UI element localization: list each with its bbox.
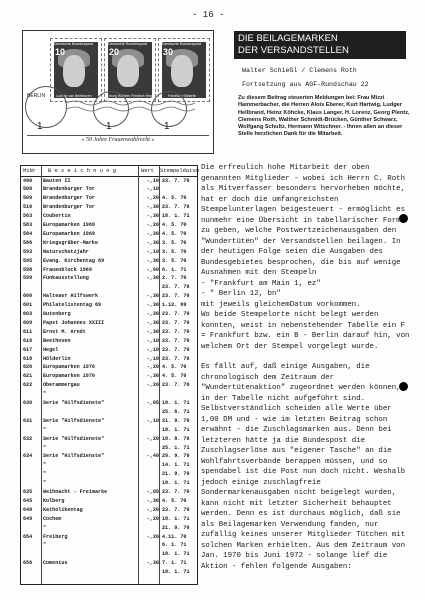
stamp-value: 10 bbox=[55, 47, 66, 57]
cell-value: -,10 bbox=[146, 346, 159, 353]
cell-date: 23. 7. 70 bbox=[162, 293, 190, 300]
cell-name: Brandenburger Tor bbox=[43, 204, 95, 211]
cell-nr: 490 bbox=[23, 177, 33, 184]
cell-nr: 654 bbox=[23, 533, 33, 540]
header-value: Wert bbox=[141, 168, 154, 174]
cell-name: Comenius bbox=[43, 560, 68, 567]
table-row bbox=[21, 507, 197, 514]
article-continuation: Fortsetzung aus AGF-Rundschau 22 bbox=[242, 81, 369, 88]
title-line-1: DIE BEILAGEMARKEN bbox=[238, 33, 338, 44]
table-row bbox=[21, 373, 197, 380]
cell-date: 25. 1. 71 bbox=[162, 444, 190, 451]
cell-date: 3. 5. 70 bbox=[162, 239, 187, 246]
cell-value: -,20 bbox=[146, 515, 159, 522]
postmark-text: BERLIN bbox=[27, 93, 46, 99]
table-row bbox=[21, 551, 197, 558]
cell-name: Serie "Hilfsdienste" bbox=[43, 453, 105, 460]
cell-nr: 593 bbox=[23, 248, 33, 255]
cell-value: -,30 bbox=[146, 213, 159, 220]
cell-nr: 630 bbox=[23, 400, 33, 406]
stamp-table bbox=[20, 165, 198, 585]
paragraph-text: Die erfreulich hohe Mitarbeit der oben genannten Mitglieder - wobei ich Herrn C. Roth als Mitverfasser besonders hervorheben möchte, hat er doch die umfangreichsten Stempelunterlagen beigesteuert - ermöglicht es nunmehr eine Übersicht in tabellarischer Form zu geben, welche Postwertzeichenausgaben den "Wundertüten" der Versandstellen beilagen. In der heutigen Folge seien die Ausgaben des Bundesgebietes besprochen, die bis auf wenige Ausnahmen mit den Stempeln - "Frankfurt am Main 1, ez" - " Berlin 12, bn" mit jeweils gleichemDatum vorkommen. Wo beide Stempelorte nicht belegt werden konnten, weist in nebenstehender Tabelle ein F = Frankfurt bzw. ein B - Berlin darauf hin, von welchem Ort der Stempel vorgelegt wurde. bbox=[201, 164, 410, 351]
cell-value: -,30 bbox=[146, 497, 159, 504]
cell-name: " bbox=[43, 391, 47, 398]
cell-date: 23. 7. 70 bbox=[162, 328, 190, 335]
table-row bbox=[21, 222, 197, 229]
cell-name: " bbox=[43, 426, 47, 433]
cell-name: Serie "Hilfsdienste" bbox=[43, 435, 105, 442]
cell-date: 18. 1. 71 bbox=[162, 400, 190, 406]
cell-name: Coubertin bbox=[43, 213, 71, 220]
cell-value: -,30 bbox=[146, 328, 159, 335]
cell-date: 23. 7. 70 bbox=[162, 337, 190, 344]
cell-name: Halteaer Hilfswerk bbox=[43, 293, 99, 300]
cell-date: 23. 7. 70 bbox=[162, 204, 190, 211]
cell-name: Gutenberg bbox=[43, 311, 71, 317]
table-row bbox=[21, 204, 197, 211]
table-row bbox=[21, 364, 197, 371]
cell-nr: 509 bbox=[23, 195, 33, 202]
stamp-country: Deutsche Bundespost bbox=[162, 41, 202, 46]
table-row bbox=[21, 453, 197, 460]
cell-name: Katholikentag bbox=[43, 506, 83, 513]
header-date: Stempeldatum bbox=[160, 168, 199, 174]
cell-nr: 584 bbox=[23, 230, 33, 237]
cell-date: 21. 9. 70 bbox=[162, 524, 190, 531]
cell-value: -,20 bbox=[146, 435, 159, 442]
table-row bbox=[21, 258, 197, 265]
table-row bbox=[21, 231, 197, 238]
cell-name: Europamarken 1970 bbox=[43, 373, 95, 380]
cell-name: Serie "Hilfsdienste" bbox=[43, 417, 105, 424]
cell-nr: 601 bbox=[23, 302, 33, 309]
cell-name: Freiberg bbox=[43, 533, 68, 540]
cell-value: -,30 bbox=[146, 230, 159, 237]
cell-date: 18. 1. 71 bbox=[162, 213, 190, 220]
cell-name: " bbox=[43, 480, 47, 487]
cell-date: 23. 7. 70 bbox=[162, 355, 190, 362]
cell-date: 23. 7. 70 bbox=[162, 346, 190, 353]
cell-date: 4. 5. 70 bbox=[162, 373, 187, 380]
stamp-caption: Friedrich Hölderlin bbox=[167, 94, 197, 98]
cell-name: " bbox=[43, 542, 47, 549]
table-row bbox=[21, 391, 197, 398]
cell-date: 4.11. 70 bbox=[162, 533, 187, 540]
cell-name: Beethoven bbox=[43, 337, 71, 344]
cell-name: Frauenblock 1969 bbox=[43, 266, 92, 273]
article-title bbox=[234, 31, 406, 59]
table-row bbox=[21, 356, 197, 363]
postmark-number: 1 bbox=[164, 121, 170, 132]
table-row bbox=[21, 418, 197, 425]
cell-value: -,30 bbox=[146, 311, 159, 317]
table-row bbox=[21, 275, 197, 282]
table-row bbox=[21, 311, 197, 318]
cell-value: -,20 bbox=[146, 382, 159, 389]
cell-date: 18. 1. 71 bbox=[162, 480, 190, 487]
table-row bbox=[21, 186, 197, 193]
cell-date: 18. 1. 71 bbox=[162, 551, 190, 558]
cell-nr: 600 bbox=[23, 293, 33, 300]
cell-date: 3. 5. 70 bbox=[162, 248, 187, 255]
cell-value: -,20 bbox=[146, 195, 159, 202]
cell-nr: 586 bbox=[23, 239, 33, 246]
table-row bbox=[21, 195, 197, 202]
cell-date: 23. 7. 70 bbox=[162, 319, 190, 326]
cell-date: 23. 7. 70 bbox=[162, 489, 190, 495]
table-row bbox=[21, 178, 197, 185]
article-authors: Walter Schießl / Clemens Roth bbox=[242, 67, 357, 74]
stamp-sheet bbox=[22, 30, 214, 154]
cell-name: Serie "Hilfsdienste" bbox=[43, 400, 105, 406]
cell-nr: 618 bbox=[23, 355, 33, 362]
cell-nr: 645 bbox=[23, 497, 33, 504]
cell-date: 23. 7. 70 bbox=[162, 382, 190, 389]
cell-date: 7. 1. 71 bbox=[162, 560, 187, 567]
header-name: B e z e i c h n u n g bbox=[48, 168, 116, 174]
cell-value: -,30 bbox=[146, 257, 159, 264]
stamp-value: 20 bbox=[109, 47, 120, 57]
title-line-2: DER VERSANDSTELLEN bbox=[238, 45, 349, 56]
cell-nr: 508 bbox=[23, 186, 33, 193]
cell-name: " bbox=[43, 462, 47, 469]
cell-value: -,40 bbox=[146, 453, 159, 460]
cell-value: -,30 bbox=[146, 204, 159, 211]
cell-nr: 656 bbox=[23, 560, 33, 567]
cell-name: Oberammergau bbox=[43, 382, 80, 389]
body-paragraph-2 bbox=[201, 362, 413, 572]
table-row bbox=[21, 284, 197, 291]
stamp-country: Deutsche Bundespost bbox=[54, 41, 94, 46]
table-row bbox=[21, 480, 197, 487]
table-row bbox=[21, 249, 197, 256]
table-row bbox=[21, 400, 197, 407]
body-paragraph-1 bbox=[201, 163, 413, 352]
table-row bbox=[21, 320, 197, 327]
cell-date: 23. 7. 70 bbox=[162, 177, 190, 184]
cell-name: Evang. Kirchentag 69 bbox=[43, 257, 105, 264]
cell-date: 18. 1. 71 bbox=[162, 569, 190, 576]
cell-nr: 635 bbox=[23, 489, 33, 495]
cell-name: Philatelistentag 69 bbox=[43, 302, 102, 309]
table-row bbox=[21, 347, 197, 354]
table-row bbox=[21, 382, 197, 389]
article-intro: Zu diesem Beitrag steuerten Meldungen bei: Frau Mizzi Hammerbacher, die Herren Alois Eberer, Kurt Hartwig, Ludger Hellbrand, Heinz Köhcke, Klaus Langer, H. Lorenz, Georg Plentz, Clemens Roth, Walther Schmidt-Brücken, Günther Schwarz, Wolfgang Schultz, Hermann Witschner. - Ihnen allen an dieser Stelle herzlichen Dank für die Mitarbeit. bbox=[238, 95, 410, 138]
cell-nr: 603 bbox=[23, 311, 33, 317]
cell-date: 6. 1. 71 bbox=[162, 266, 187, 273]
cell-name: Europamarken 1969 bbox=[43, 222, 95, 228]
cell-nr: 595 bbox=[23, 257, 33, 264]
table-row bbox=[21, 302, 197, 309]
cell-nr: 622 bbox=[23, 382, 33, 389]
cell-nr: 621 bbox=[23, 373, 33, 380]
cell-date: 4. 5. 70 bbox=[162, 497, 187, 504]
header-nr: MiNr bbox=[23, 168, 36, 174]
paragraph-text: Es fällt auf, daß einige Ausgaben, die chronologisch dem Zeitraum der "Wundertütenaktion" zugeordnet werden können, in der Tabelle nicht aufgeführt sind. Selbstverständlich scheiden alle Werte über 1,00 DM und - wie im letzten Beitrag schon erwähnt - die Zuschlagsmarken aus. Denn bei letzteren hätte ja die Bundespost die Zuschlagserlöse aus "eigener Tasche" an die Wohlfahrtsverbände berappen müssen, und so spendabel ist die Post nun doch nicht. Weshalb jedoch einige zuschlagfreie Sondermarkenausgaben nicht beigelegt wurden, kann nicht mit letzter Sicherheit behauptet werden. Denn es ist durchaus möglich, daß sie als Beilagemarken Verwendung fanden, nur zufällig keines unserer Mitglieder Tütchen mit solchen Marken erhielten. Aus dem Zeitraum von Jan. 1970 bis Juni 1972 - solange lief die Aktion - fehlen folgende Ausgaben: bbox=[201, 363, 410, 571]
cell-name: Funkausstellung bbox=[43, 275, 89, 282]
cell-name: Naturschutzjahr bbox=[43, 248, 89, 255]
cell-date: 4. 5. 70 bbox=[162, 230, 187, 237]
postmark-number: 1 bbox=[106, 121, 112, 132]
cell-name: Europamarken 1970 bbox=[43, 364, 95, 371]
cell-date: 29. 9. 70 bbox=[162, 453, 190, 460]
cell-value: -,10 bbox=[146, 355, 159, 362]
table-header bbox=[21, 166, 197, 177]
table-row bbox=[21, 445, 197, 452]
table-row bbox=[21, 267, 197, 274]
cell-nr: 510 bbox=[23, 204, 33, 211]
table-row bbox=[21, 213, 197, 220]
cell-date: 23. 7. 70 bbox=[162, 311, 190, 317]
cell-name: Hölderlin bbox=[43, 355, 71, 362]
cell-nr: 631 bbox=[23, 417, 33, 424]
cell-value: -,10 bbox=[146, 248, 159, 255]
cell-date: 21. 9. 70 bbox=[162, 417, 190, 424]
cell-value: -,30 bbox=[146, 560, 159, 567]
cell-value: -,30 bbox=[146, 319, 159, 326]
table-row bbox=[21, 462, 197, 469]
table-row bbox=[21, 542, 197, 549]
cell-date: 4. 5. 70 bbox=[162, 195, 187, 202]
cell-name: " bbox=[43, 524, 47, 531]
table-row bbox=[21, 516, 197, 523]
cell-value: -,30 bbox=[146, 302, 159, 309]
cell-value: -,20 bbox=[146, 506, 159, 513]
cell-value: -,20 bbox=[146, 533, 159, 540]
cell-value: -,05 bbox=[146, 400, 159, 406]
cell-date: 2. 7. 70 bbox=[162, 275, 187, 282]
cell-value: -,60 bbox=[146, 266, 159, 273]
table-row bbox=[21, 436, 197, 443]
cell-name: Bauten II bbox=[43, 177, 71, 184]
cell-date: 21. 9. 70 bbox=[162, 471, 190, 478]
table-row bbox=[21, 338, 197, 345]
cell-value: -,30 bbox=[146, 373, 159, 380]
cell-date: 18. 1. 71 bbox=[162, 515, 190, 522]
cell-date: 18. 8. 70 bbox=[162, 435, 190, 442]
table-row bbox=[21, 534, 197, 541]
page-number: - 16 - bbox=[192, 10, 225, 20]
cell-date: 25. 6. 71 bbox=[162, 408, 190, 415]
cell-date: 4. 5. 70 bbox=[162, 364, 187, 371]
cell-nr: 617 bbox=[23, 346, 33, 353]
cell-name: Brandenburger Tor bbox=[43, 195, 95, 202]
stamp-country: Deutsche Bundespost bbox=[108, 41, 148, 46]
sheet-divider bbox=[27, 135, 209, 136]
cell-value: -,20 bbox=[146, 364, 159, 371]
cell-date: 4. 5. 70 bbox=[162, 222, 187, 228]
cell-value: -,10 bbox=[146, 417, 159, 424]
postmark-number: 1 bbox=[37, 121, 43, 132]
cell-nr: 620 bbox=[23, 364, 33, 371]
cell-nr: 616 bbox=[23, 337, 33, 344]
cell-value: -,20 bbox=[146, 222, 159, 228]
cell-name: Hegel bbox=[43, 346, 59, 353]
cell-nr: 648 bbox=[23, 506, 33, 513]
cell-date: 1.12. 69 bbox=[162, 302, 187, 309]
cell-date: 23. 7. 70 bbox=[162, 284, 190, 291]
cell-name: Ernst M. Arndt bbox=[43, 328, 86, 335]
table-row bbox=[21, 525, 197, 532]
cell-date: 14. 1. 71 bbox=[162, 462, 190, 469]
cell-name: Cochem bbox=[43, 515, 62, 522]
table-row bbox=[21, 240, 197, 247]
cell-date: 23. 7. 70 bbox=[162, 506, 190, 513]
cell-value: -,30 bbox=[146, 275, 159, 282]
table-row bbox=[21, 471, 197, 478]
cell-nr: 598 bbox=[23, 266, 33, 273]
cell-name: " bbox=[43, 471, 47, 478]
cell-nr: 599 bbox=[23, 275, 33, 282]
cell-date: 3. 5. 70 bbox=[162, 257, 187, 264]
cell-date: 6. 1. 71 bbox=[162, 542, 187, 549]
sheet-banner: » 50 Jahre Frauenwahlrecht « bbox=[81, 137, 155, 143]
cell-value: -,05 bbox=[146, 489, 159, 495]
cell-nr: 634 bbox=[23, 453, 33, 460]
cell-value: -,10 bbox=[146, 186, 159, 193]
table-row bbox=[21, 409, 197, 416]
cell-name: " bbox=[43, 444, 47, 451]
table-row bbox=[21, 560, 197, 567]
cell-nr: 563 bbox=[23, 213, 33, 220]
cell-nr: 649 bbox=[23, 515, 33, 522]
cancellation-waves bbox=[67, 97, 197, 117]
cell-nr: 611 bbox=[23, 328, 33, 335]
stamp-caption: Georg Wilhelm Friedrich Hegel bbox=[107, 94, 155, 98]
cell-date: 18. 1. 71 bbox=[162, 426, 190, 433]
table-row bbox=[21, 329, 197, 336]
cell-value: -,30 bbox=[146, 293, 159, 300]
cell-name: Papst Johannes XXIII bbox=[43, 319, 105, 326]
stamp-caption: Ludwig van Beethoven bbox=[56, 94, 92, 98]
cell-name: Kriegsgräber-Marke bbox=[43, 239, 99, 246]
cell-value: -,30 bbox=[146, 239, 159, 246]
cell-value: -,10 bbox=[146, 337, 159, 344]
cell-name: Kolberg bbox=[43, 497, 65, 504]
cell-nr: 609 bbox=[23, 319, 33, 326]
table-row bbox=[21, 489, 197, 496]
cell-value: -,10 bbox=[146, 177, 159, 184]
cell-nr: 632 bbox=[23, 435, 33, 442]
cell-name: Europamarken 1969 bbox=[43, 230, 95, 237]
stamp-value: 30 bbox=[163, 47, 174, 57]
table-row bbox=[21, 293, 197, 300]
cell-name: Brandenburger Tor bbox=[43, 186, 95, 193]
cell-nr: 583 bbox=[23, 222, 33, 228]
cell-name: Weihnacht - Freimarke bbox=[43, 489, 108, 495]
table-row bbox=[21, 427, 197, 434]
table-row bbox=[21, 569, 197, 576]
table-row bbox=[21, 498, 197, 505]
